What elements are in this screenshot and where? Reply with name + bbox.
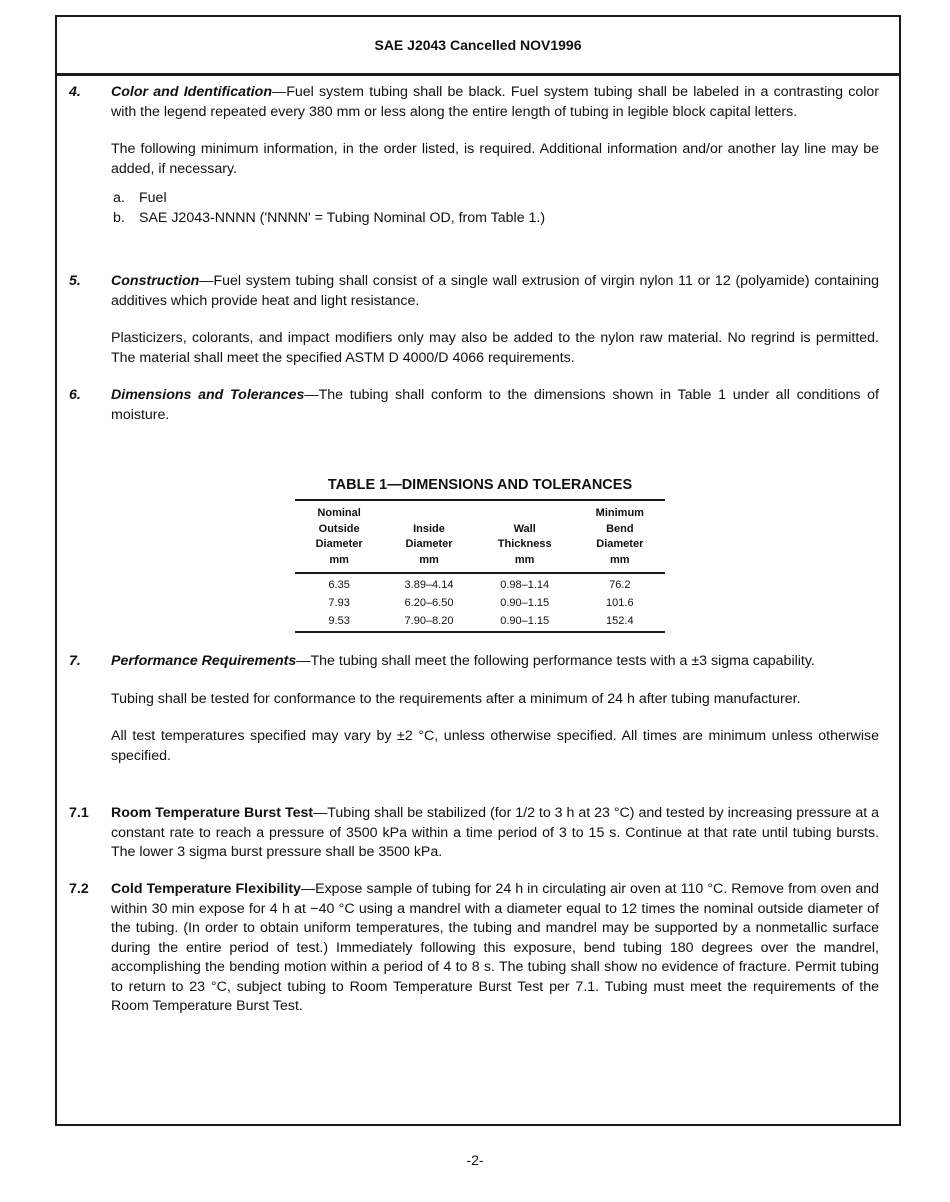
section-text: The tubing shall conform to the dimensions shown in Table 1 under all conditions of moisture. xyxy=(111,387,879,423)
header-title: SAE J2043 Cancelled NOV1996 xyxy=(374,37,582,53)
table-cell: 0.90–1.15 xyxy=(500,597,550,609)
section-7-1 xyxy=(57,804,879,863)
table-row xyxy=(295,595,665,613)
section-paragraph: Room Temperature Burst Test—Tubing shall be stabilized (for 1/2 to 3 h at 23 °C) and tested by increasing pressure at a constant rate to reach a pressure of 3500 kPa within a time period of 3 to 15 s. Continue at that rate until tubing bursts. The lower 3 sigma burst pressure shall be 3500 kPa. xyxy=(111,805,879,860)
table-title: TABLE 1—DIMENSIONS AND TOLERANCES xyxy=(327,477,633,493)
section-paragraph: Performance Requirements—The tubing shall meet the following performance tests with a ±3 sigma capability. xyxy=(111,653,815,669)
page-frame xyxy=(55,15,901,1126)
column-header: Inside Diameter mm xyxy=(383,500,474,573)
section-text: The tubing shall meet the following performance tests with a ±3 sigma capability. xyxy=(310,653,815,669)
list-item: b. SAE J2043-NNNN ('NNNN' = Tubing Nominal OD, from Table 1.) xyxy=(113,209,546,226)
table-row xyxy=(295,573,665,595)
section-title: Color and Identification xyxy=(111,84,273,100)
list-item: a. Fuel xyxy=(113,190,167,206)
section-title: Cold Temperature Flexibility xyxy=(111,881,301,897)
table-cell: 152.4 xyxy=(575,613,665,632)
section-text: Tubing shall be stabilized (for 1/2 to 3 h at 23 °C) and tested by increasing pressure at a constant rate to reach a pressure of 3500 kPa within a time period of 3 to 15 s. Continue at that rate until tubing bursts. The lower 3 sigma burst pressure shall be 3500 kPa. xyxy=(111,805,879,860)
section-paragraph: Dimensions and Tolerances—The tubing shall conform to the dimensions shown in Table 1 under all conditions of moisture. xyxy=(111,387,879,423)
section-number: 6. xyxy=(69,387,81,403)
section-5 xyxy=(57,272,879,368)
table-row xyxy=(295,613,665,632)
table-header-row xyxy=(295,500,665,573)
section-number: 7. xyxy=(69,653,81,669)
section-number: 4. xyxy=(69,84,81,100)
column-header: Minimum Bend Diameter mm xyxy=(575,500,665,573)
info-list xyxy=(111,189,879,228)
section-text: Fuel system tubing shall consist of a single wall extrusion of virgin nylon 11 or 12 (polyamide) containing additives which provide heat and light resistance. xyxy=(111,273,879,309)
table-cell: 0.98–1.14 xyxy=(500,579,550,591)
table-cell: 6.35 xyxy=(328,579,350,591)
dimensions-table xyxy=(295,477,665,633)
section-paragraph: Color and Identification—Fuel system tubing shall be black. Fuel system tubing shall be labeled in a contrasting color with the legend repeated every 380 mm or less along the entire length of tubing in legible block capital letters. xyxy=(111,84,879,120)
section-7-2 xyxy=(57,880,879,1017)
page-number: -2- xyxy=(466,1152,484,1168)
table-cell: 3.89–4.14 xyxy=(404,579,454,591)
section-6 xyxy=(57,386,879,425)
table-cell: 101.6 xyxy=(606,597,634,609)
column-header: Wall Thickness mm xyxy=(475,500,575,573)
table-cell: 7.93 xyxy=(328,597,350,609)
section-title: Performance Requirements xyxy=(111,653,297,669)
section-4 xyxy=(57,83,879,228)
section-number: 7.2 xyxy=(69,881,89,897)
table-cell: 6.20–6.50 xyxy=(404,597,454,609)
section-number: 5. xyxy=(69,273,81,289)
section-paragraph: All test temperatures specified may vary by ±2 °C, unless otherwise specified. All times are minimum unless otherwise specified. xyxy=(111,728,879,764)
table-cell: 0.90–1.15 xyxy=(475,613,575,632)
column-header: Nominal Outside Diameter mm xyxy=(295,500,383,573)
section-text: Fuel system tubing shall be black. Fuel system tubing shall be labeled in a contrasting color with the legend repeated every 380 mm or less along the entire length of tubing in legible block capital letters. xyxy=(111,84,879,120)
table-cell: 76.2 xyxy=(609,579,631,591)
section-title: Room Temperature Burst Test xyxy=(111,805,314,821)
section-paragraph: Plasticizers, colorants, and impact modifiers only may also be added to the nylon raw material. No regrind is permitted. The material shall meet the specified ASTM D 4000/D 4066 requirements. xyxy=(111,330,879,366)
section-text: Expose sample of tubing for 24 h in circulating air oven at 110 °C. Remove from oven and within 30 min expose for 4 h at −40 °C using a mandrel with a diameter equal to 12 times the nominal outside diameter of the tubing. (In order to obtain uniform temperatures, the tubing and mandrel may be supported by a nonmetallic surface during the entire period of test.) Immediately following this exposure, bend tubing 180 degrees over the mandrel, accomplishing the bending motion within a period of 4 to 8 s. The tubing shall show no evidence of fracture. Permit tubing to return to 23 °C, subject tubing to Room Temperature Burst Test per 7.1. Tubing must meet the requirements of the Room Temperature Burst Test. xyxy=(111,881,879,1014)
table-cell: 9.53 xyxy=(295,613,383,632)
section-paragraph: Cold Temperature Flexibility—Expose sample of tubing for 24 h in circulating air oven at 110 °C. Remove from oven and within 30 min expose for 4 h at −40 °C using a mandrel with a diameter equal to 12 times the nominal outside diameter of the tubing. (In order to obtain uniform temperatures, the tubing and mandrel may be supported by a nonmetallic surface during the entire period of test.) Immediately following this exposure, bend tubing 180 degrees over the mandrel, accomplishing the bending motion within a period of 4 to 8 s. The tubing shall show no evidence of fracture. Permit tubing to return to 23 °C, subject tubing to Room Temperature Burst Test per 7.1. Tubing must meet the requirements of the Room Temperature Burst Test. xyxy=(111,881,879,1014)
document-header xyxy=(57,17,899,76)
section-7 xyxy=(57,652,879,766)
section-title: Construction xyxy=(111,273,200,289)
section-paragraph: Construction—Fuel system tubing shall consist of a single wall extrusion of virgin nylon 11 or 12 (polyamide) containing additives which provide heat and light resistance. xyxy=(111,273,879,309)
section-paragraph: The following minimum information, in the order listed, is required. Additional information and/or another lay line may be added, if necessary. xyxy=(111,141,879,177)
table xyxy=(295,499,665,633)
section-number: 7.1 xyxy=(69,805,89,821)
section-paragraph: Tubing shall be tested for conformance to the requirements after a minimum of 24 h after tubing manufacturer. xyxy=(111,690,801,707)
table-cell: 7.90–8.20 xyxy=(383,613,474,632)
section-title: Dimensions and Tolerances xyxy=(111,387,305,403)
